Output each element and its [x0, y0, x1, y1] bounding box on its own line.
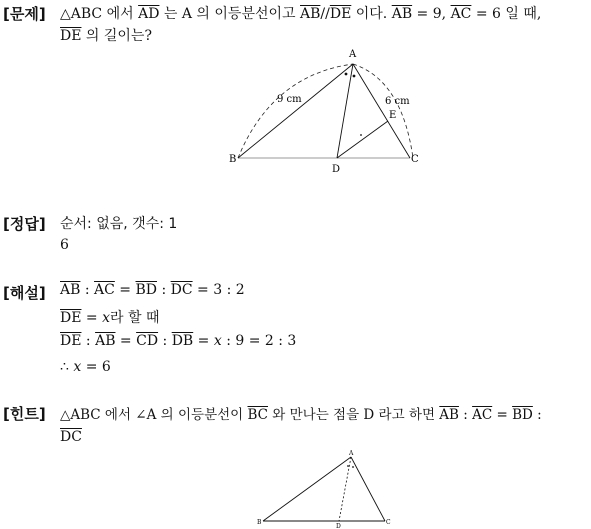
answer-value: 6: [60, 237, 69, 253]
answer-tag: [정답]: [3, 215, 46, 233]
solution-line-4: ∴ x = 6: [60, 359, 111, 375]
figure-label-A: A: [349, 49, 357, 60]
solution-line-2: $\overline{DE} = x$라 할 때: [60, 310, 160, 326]
answer-line-1: 순서: 없음, 갯수: 1: [60, 216, 178, 232]
figure-label-D: D: [332, 164, 341, 175]
figure-length-ab: 9 cm: [277, 94, 302, 105]
figure-label-B: B: [229, 154, 237, 165]
hint-tag: [힌트]: [3, 405, 46, 423]
problem-line-2: $\overline{DE}$ 의 길이는?: [60, 28, 152, 44]
hint-figure-label-B: B: [257, 519, 262, 526]
solution-tag: [해설]: [3, 284, 46, 302]
solution-line-1: $\overline{AB}$ : $\overline{AC} = \overline{BD}$ : $\overline{DC} = 3$ : 2: [60, 282, 245, 298]
figure-label-C: C: [411, 154, 419, 165]
problem-figure: [225, 45, 425, 175]
hint-figure: [255, 448, 395, 529]
hint-line-2: $\overline{DC}$: [60, 429, 82, 445]
hint-figure-label-A: A: [349, 450, 354, 457]
problem-tag: [문제]: [3, 5, 46, 23]
problem-line-1: △ABC 에서 $\overline{AD}$ 는 A 의 이등분선이고 $\overline{AB}//\overline{DE}$ 이다. $\overline{AB} = 9$, $\overline{AC} = 6$ 일 때,: [60, 6, 542, 22]
hint-figure-label-C: C: [386, 519, 391, 526]
solution-line-3: $\overline{DE}$ : $\overline{AB} = \overline{CD}$ : $\overline{DB} = x$ : 9 = 2 : 3: [60, 333, 297, 349]
figure-length-ac: 6 cm: [385, 96, 410, 107]
hint-line-1: △ABC 에서 ∠A 의 이등분선이 $\overline{BC}$ 와 만나는 점을 D 라고 하면 $\overline{AB}$ : $\overline{AC} = \overline{BD}$ :: [60, 407, 542, 423]
hint-figure-label-D: D: [336, 523, 341, 529]
figure-label-E: E: [389, 110, 397, 121]
